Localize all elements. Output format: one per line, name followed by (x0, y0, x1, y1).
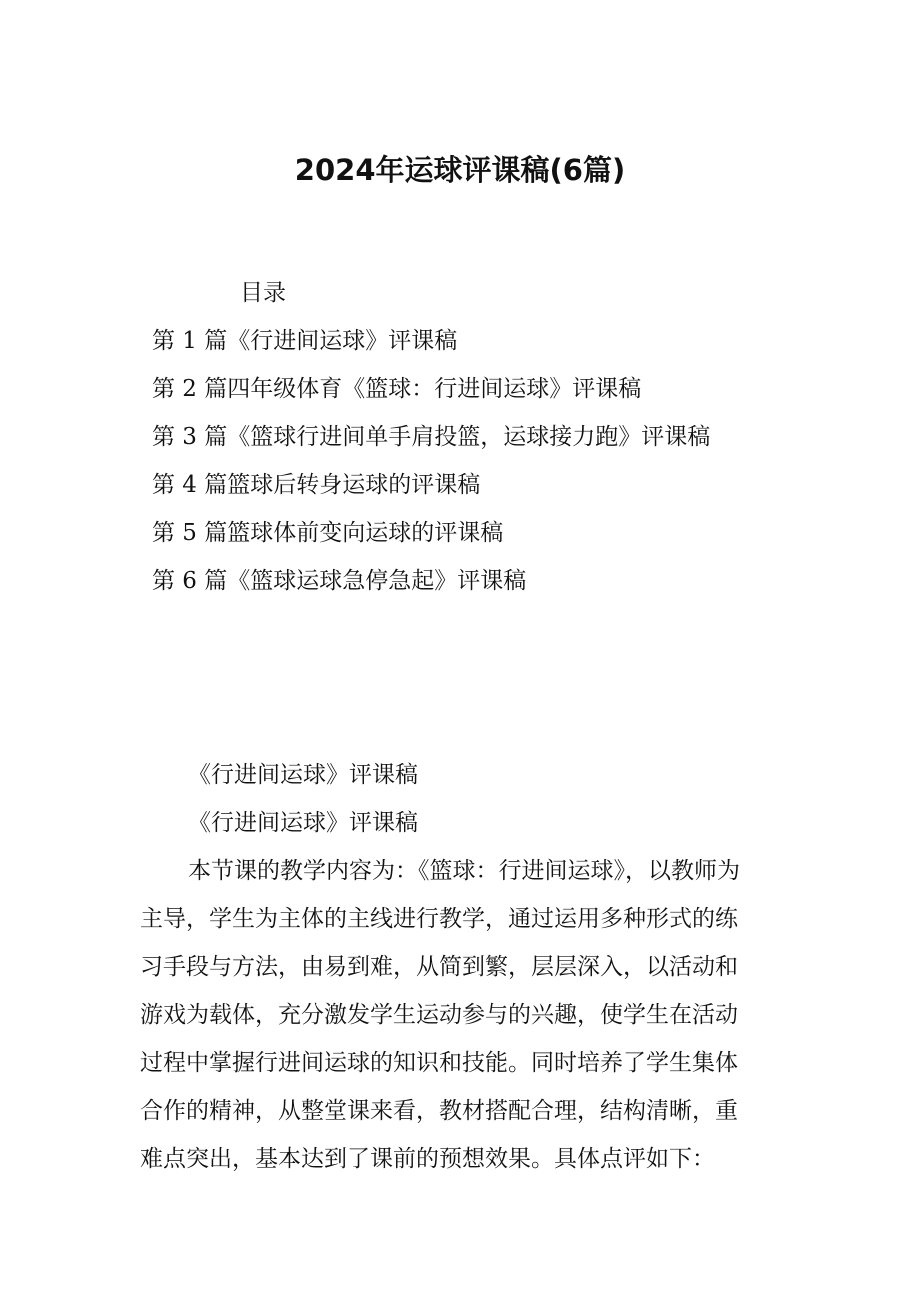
table-of-contents (152, 323, 710, 611)
toc-item-4: 第 4 篇篮球后转身运球的评课稿 (152, 472, 481, 498)
toc-heading: 目录 (240, 280, 286, 306)
article-paragraph (140, 853, 790, 1189)
document-title: 2024年运球评课稿(6篇) (294, 153, 626, 187)
paragraph-line-5: 过程中掌握行进间运球的知识和技能。同时培养了学生集体 (140, 1050, 738, 1076)
toc-item-6: 第 6 篇《篮球运球急停急起》评课稿 (152, 568, 527, 594)
paragraph-line-2: 主导，学生为主体的主线进行教学，通过运用多种形式的练 (140, 906, 738, 932)
paragraph-line-4: 游戏为载体，充分激发学生运动参与的兴趣，使学生在活动 (140, 1002, 738, 1028)
paragraph-line-3: 习手段与方法，由易到难，从简到繁，层层深入，以活动和 (140, 954, 738, 980)
article-heading: 《行进间运球》评课稿 (188, 762, 418, 788)
paragraph-line-1: 本节课的教学内容为：《篮球：行进间运球》，以教师为 (188, 858, 740, 884)
toc-item-5: 第 5 篇篮球体前变向运球的评课稿 (152, 520, 504, 546)
paragraph-line-6: 合作的精神，从整堂课来看，教材搭配合理，结构清晰，重 (140, 1098, 738, 1124)
toc-item-2: 第 2 篇四年级体育《篮球：行进间运球》评课稿 (152, 376, 642, 402)
paragraph-line-7: 难点突出，基本达到了课前的预想效果。具体点评如下： (140, 1146, 715, 1172)
toc-item-1: 第 1 篇《行进间运球》评课稿 (152, 328, 458, 354)
toc-item-3: 第 3 篇《篮球行进间单手肩投篮，运球接力跑》评课稿 (152, 424, 711, 450)
article-subheading: 《行进间运球》评课稿 (188, 810, 418, 836)
